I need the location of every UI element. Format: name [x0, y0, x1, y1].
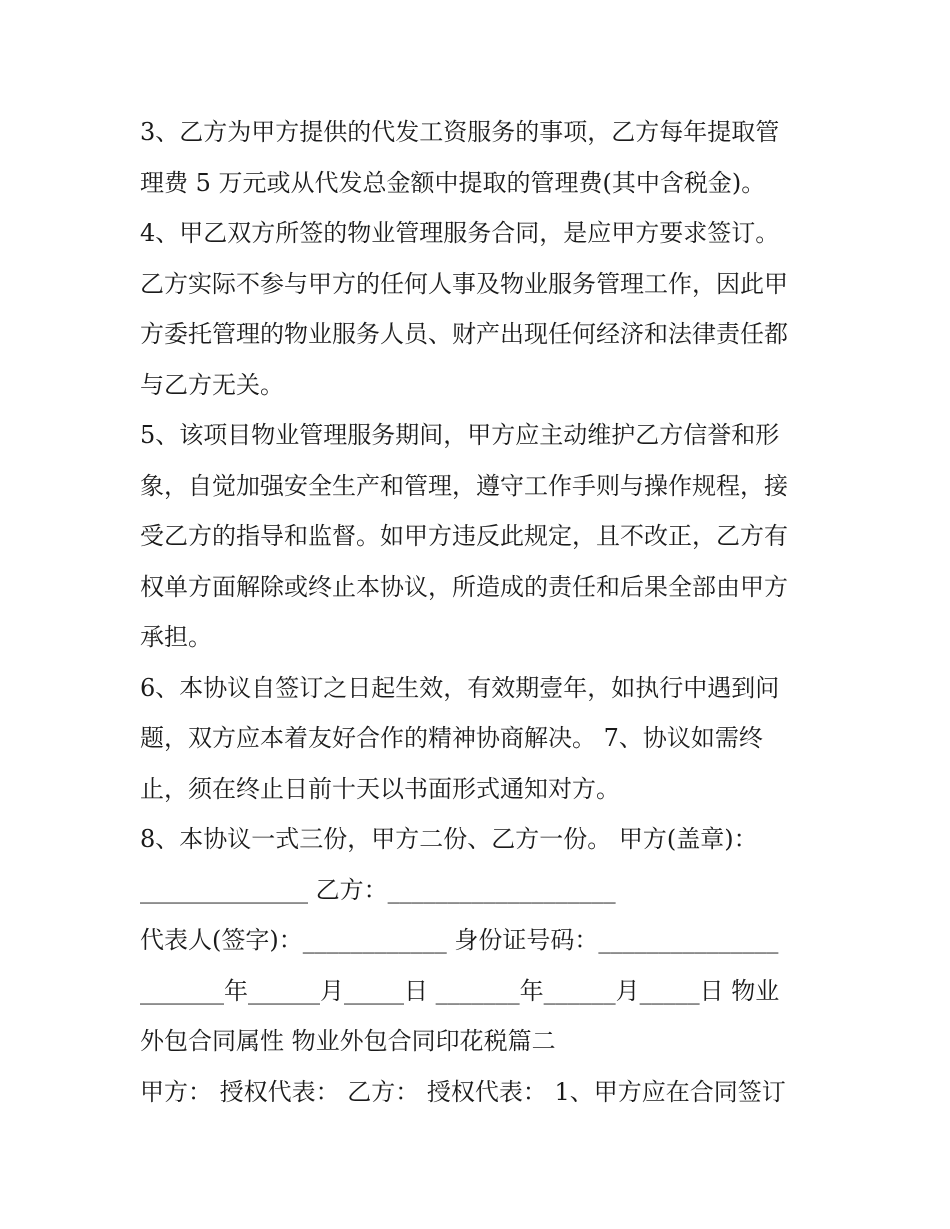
document-body	[140, 107, 820, 1117]
text-line-1: 3、乙方为甲方提供的代发工资服务的事项，乙方每年提取管	[140, 118, 780, 146]
date-line: _______年______月_____日 _______年______月_____日 物业	[140, 976, 780, 1005]
text-line-6: 与乙方无关。	[140, 370, 284, 399]
text-line-15: 8、本协议一式三份，甲方二份、乙方一份。 甲方(盖章)：	[140, 825, 758, 853]
signature-line-representative: 代表人(签字)：____________ 身份证号码：_______________	[140, 926, 779, 954]
text-line-9: 受乙方的指导和监督。如甲方违反此规定，且不改正，乙方有	[140, 522, 788, 550]
text-line-13: 题，双方应本着友好合作的精神协商解决。 7、协议如需终	[140, 724, 763, 752]
text-line-10: 权单方面解除或终止本协议，所造成的责任和后果全部由甲方	[140, 572, 788, 601]
signature-line-parties: ______________ 乙方：___________________	[140, 875, 616, 904]
text-line-11: 承担。	[140, 623, 212, 651]
text-line-12: 6、本协议自签订之日起生效，有效期壹年，如执行中遇到问	[140, 673, 780, 702]
text-line-2: 理费 5 万元或从代发总金额中提取的管理费(其中含税金)。	[140, 168, 766, 197]
text-line-5: 方委托管理的物业服务人员、财产出现任何经济和法律责任都	[140, 320, 788, 348]
text-line-14: 止，须在终止日前十天以书面形式通知对方。	[140, 774, 620, 803]
text-line-7: 5、该项目物业管理服务期间，甲方应主动维护乙方信誉和形	[140, 421, 780, 449]
text-line-8: 象，自觉加强安全生产和管理，遵守工作手则与操作规程，接	[140, 471, 788, 500]
text-line-3: 4、甲乙双方所签的物业管理服务合同，是应甲方要求签订。	[140, 219, 780, 247]
text-line-20: 甲方： 授权代表： 乙方： 授权代表： 1、甲方应在合同签订	[140, 1077, 786, 1106]
text-line-4: 乙方实际不参与甲方的任何人事及物业服务管理工作，因此甲	[140, 269, 788, 298]
section-heading: 外包合同属性 物业外包合同印花税篇二	[140, 1027, 556, 1055]
